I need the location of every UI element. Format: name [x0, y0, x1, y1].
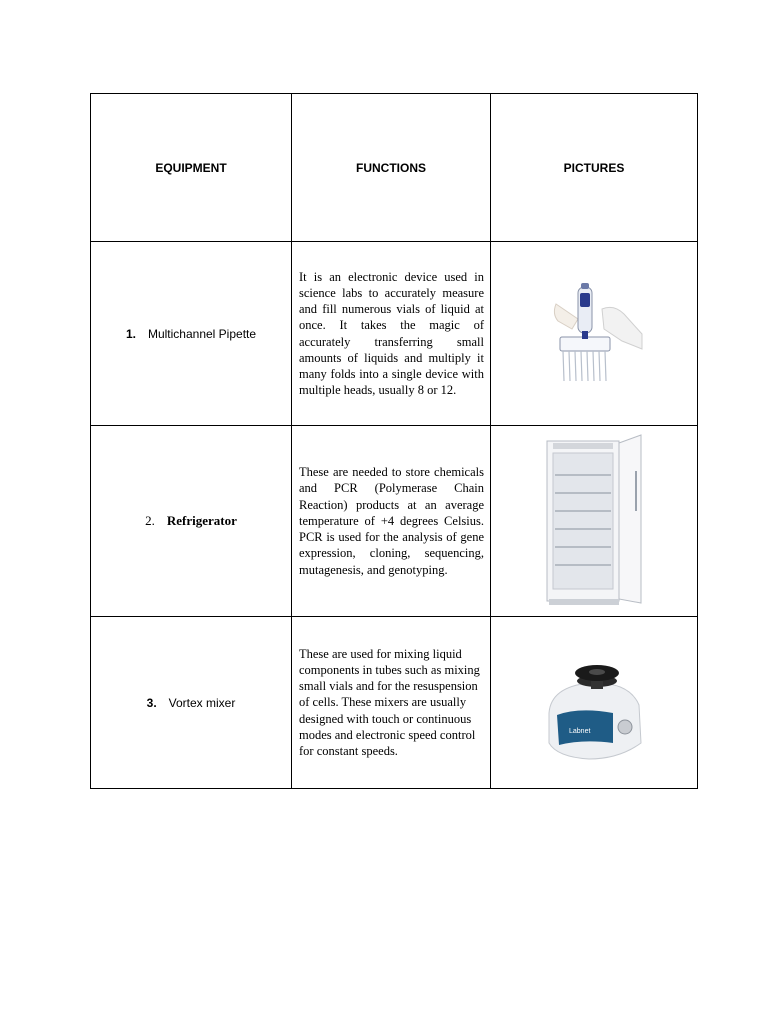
- picture-cell: [491, 426, 698, 617]
- table-row: [91, 242, 698, 426]
- table-row: [91, 426, 698, 617]
- equipment-table: [90, 93, 698, 789]
- multichannel-pipette-photo: [544, 279, 644, 389]
- equipment-name: Vortex mixer: [168, 695, 236, 710]
- vortex-mixer-photo: [539, 643, 649, 763]
- refrigerator-photo: [539, 431, 649, 611]
- picture-cell: [491, 242, 698, 426]
- equipment-cell: [91, 242, 292, 426]
- header-pictures: PICTURES: [491, 94, 698, 242]
- row-number: 1.: [125, 326, 136, 341]
- header-functions: FUNCTIONS: [292, 94, 491, 242]
- equipment-name: Refrigerator: [166, 513, 237, 528]
- picture-cell: [491, 617, 698, 789]
- function-cell: These are needed to store chemicals and PCR (Polymerase Chain Reaction) products at an average temperature of +4 degrees Celsius. PCR is used for the analysis of gene expression, cloning, sequencing, mutagenesis, and genotyping.: [292, 426, 491, 617]
- table-header-row: [91, 94, 698, 242]
- equipment-cell: [91, 426, 292, 617]
- function-cell: These are used for mixing liquid components in tubes such as mixing small vials and for the resuspension of cells. These mixers are usually designed with touch or continuous modes and electronic speed control for constant speeds.: [292, 617, 491, 789]
- brand-label: Labnet: [569, 727, 591, 735]
- table-row: [91, 617, 698, 789]
- equipment-cell: [91, 617, 292, 789]
- header-equipment: EQUIPMENT: [91, 94, 292, 242]
- row-number: 3.: [146, 695, 157, 710]
- function-cell: It is an electronic device used in science labs to accurately measure and fill numerous vials of liquid at once. It takes the magic of accurately transferring small amounts of liquids and multiply it many folds into a single device with multiple heads, usually 8 or 12.: [292, 242, 491, 426]
- equipment-name: Multichannel Pipette: [147, 326, 257, 341]
- row-number: 2.: [145, 513, 155, 528]
